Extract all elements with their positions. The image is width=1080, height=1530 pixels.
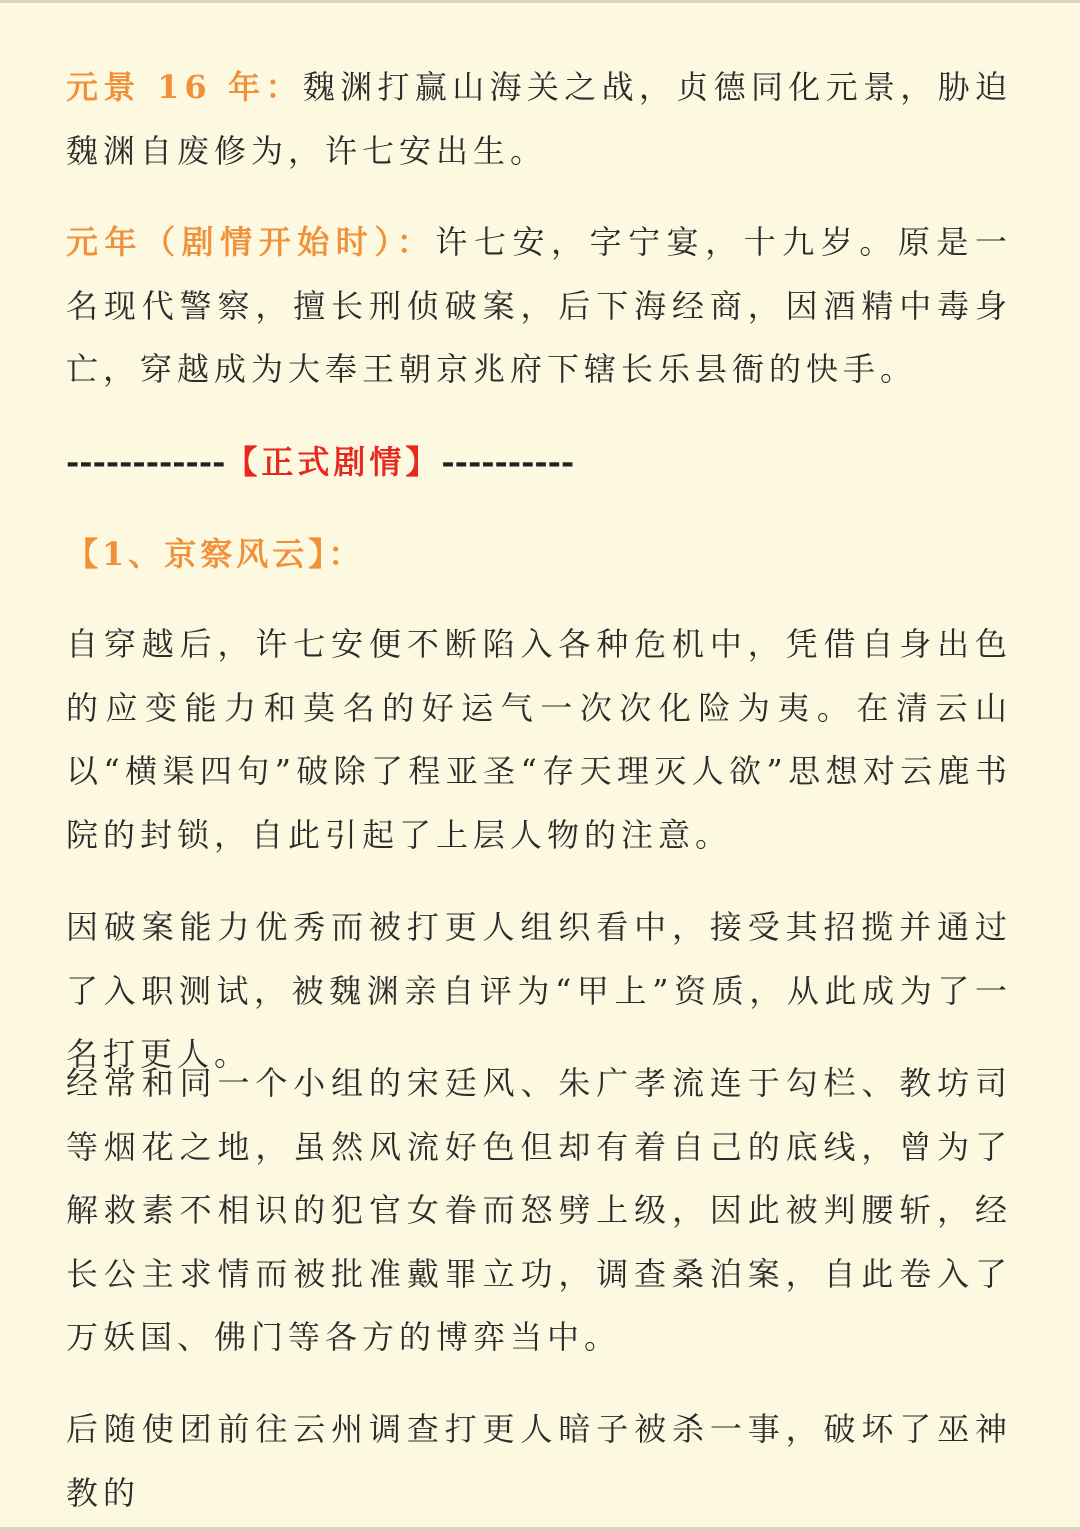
- entry-year-one: [66, 211, 1012, 402]
- section-divider: [66, 442, 574, 482]
- divider-title: 【正式剧情】: [225, 443, 442, 481]
- entry-lead: 元年（剧情开始时）：: [66, 223, 436, 261]
- story-paragraph: 因破案能力优秀而被打更人组织看中，接受其招揽并通过了入职测试，被魏渊亲自评为“甲上”资质，从此成为了一名打更人。: [66, 908, 1012, 1073]
- entry-text: 魏渊打赢山海关之战，贞德同化元景，胁迫魏渊自废修为，许七安出生。: [66, 68, 1012, 170]
- story-paragraph: 后随使团前往云州调查打更人暗子被杀一事，破坏了巫神教的: [66, 1410, 1012, 1512]
- story-paragraph: 自穿越后，许七安便不断陷入各种危机中，凭借自身出色的应变能力和莫名的好运气一次次化险为夷。在清云山以“横渠四句”破除了程亚圣“存天理灭人欲”思想对云鹿书院的封锁，自此引起了上层人物的注意。: [66, 625, 1012, 854]
- top-border: [0, 0, 1080, 3]
- divider-dashes-right: ----------: [441, 443, 575, 481]
- entry-text: 许七安，字宁宴，十九岁。原是一名现代警察，擅长刑侦破案，后下海经商，因酒精中毒身亡，穿越成为大奉王朝京兆府下辖长乐县衙的快手。: [66, 223, 1012, 388]
- entry-lead: 元景 16 年：: [66, 68, 303, 106]
- section-heading: 【1、京察风云】：: [66, 535, 365, 573]
- entry-yuanjing-16: [66, 56, 1012, 183]
- divider-dashes-left: ------------: [66, 443, 226, 481]
- story-paragraph: 经常和同一个小组的宋廷风、朱广孝流连于勾栏、教坊司等烟花之地，虽然风流好色但却有着自己的底线，曾为了解救素不相识的犯官女眷而怒劈上级，因此被判腰斩，经长公主求情而被批准戴罪立功，调查桑泊案，自此卷入了万妖国、佛门等各方的博弈当中。: [66, 1064, 1012, 1356]
